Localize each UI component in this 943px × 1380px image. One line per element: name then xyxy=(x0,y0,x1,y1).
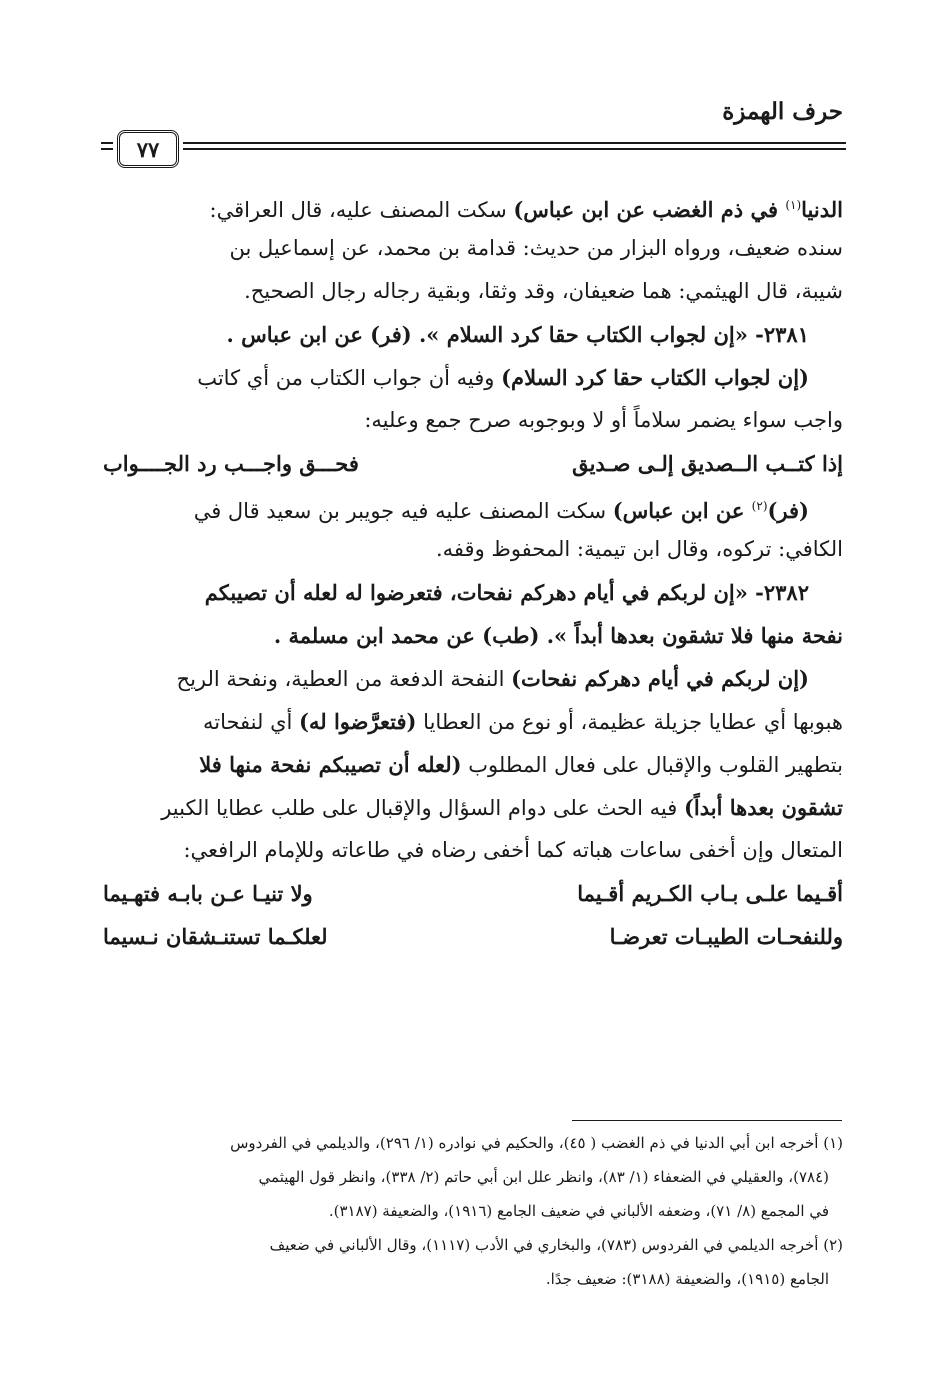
quote-title: الدنيا$^{(١)}$ في ذم الغضب عن ابن عباس) xyxy=(513,197,843,222)
rule-tick xyxy=(101,148,113,150)
hemistich-first: وللنفحـات الطيبـات تعرضـا xyxy=(609,924,843,949)
quote-title: (إن لجواب الكتاب حقا كرد السلام) xyxy=(501,365,809,390)
quote-title: (فتعرَّضوا له) xyxy=(299,709,417,734)
footnote-line: (١) أخرجه ابن أبي الدنيا في ذم الغضب ( ٤٥)، والحكيم في نوادره (١/ ٢٩٦)، والديلمي في الفردوس xyxy=(230,1134,843,1152)
hadith-entry: ٢٣٨١- «إن لجواب الكتاب حقا كرد السلام ». (فر) عن ابن عباس . xyxy=(226,322,809,347)
text-line: (إن لجواب الكتاب حقا كرد السلام) وفيه أن جواب الكتاب من أي كاتب xyxy=(197,365,809,390)
quote-title: (فر)$^{(٢)}$ عن ابن عباس) xyxy=(612,498,809,523)
poem-verse xyxy=(103,442,843,485)
quote-title: (لعله أن تصيبكم نفحة منها فلا xyxy=(199,752,462,777)
quote-title: (إن لربكم في أيام دهركم نفحات) xyxy=(511,666,809,691)
footnote-line: (٧٨٤)، والعقيلي في الضعفاء (١/ ٨٣)، وانظر علل ابن أبي حاتم (٢/ ٣٣٨)، وانظر قول الهيثمي xyxy=(258,1168,829,1186)
text-line: الدنيا$^{(١)}$ في ذم الغضب عن ابن عباس) سكت المصنف عليه، قال العراقي: xyxy=(209,197,843,222)
footnote-separator xyxy=(572,1120,842,1121)
text-line: (إن لربكم في أيام دهركم نفحات) النفحة الدفعة من العطية، ونفحة الريح xyxy=(176,666,809,691)
quote-title: تشقون بعدها أبداً) xyxy=(683,795,843,820)
rule-line xyxy=(183,148,846,150)
footnote-line: (٢) أخرجه الديلمي في الفردوس (٧٨٣)، والبخاري في الأدب (١١١٧)، وقال الألباني في ضعيف xyxy=(269,1236,843,1254)
hadith-entry: نفحة منها فلا تشقون بعدها أبداً ». (طب) عن محمد ابن مسلمة . xyxy=(273,623,843,648)
hemistich-second: فحـــق واجـــب رد الجــــواب xyxy=(103,451,359,476)
header-rule xyxy=(95,128,846,174)
hemistich-first: أقـيما علـى بـاب الكـريم أقـيما xyxy=(577,881,843,906)
text-line: سنده ضعيف، ورواه البزار من حديث: قدامة بن محمد، عن إسماعيل بن xyxy=(229,236,843,260)
text-line: هبوبها أي عطايا جزيلة عظيمة، أو نوع من العطايا (فتعرَّضوا له) أي لنفحاته xyxy=(203,709,843,734)
rule-line xyxy=(183,142,846,144)
hemistich-second: ولا تنيـا عـن بابـه فتهـيما xyxy=(103,881,313,906)
hemistich-first: إذا كتــب الــصديق إلـى صـديق xyxy=(572,451,843,476)
main-text xyxy=(103,184,843,958)
rule-tick xyxy=(101,142,113,144)
text-line: شيبة، قال الهيثمي: هما ضعيفان، وقد وثقا، وبقية رجاله رجال الصحيح. xyxy=(244,279,843,303)
poem-verse xyxy=(103,915,843,958)
footnote-line: في المجمع (٨/ ٧١)، وضعفه الألباني في ضعيف الجامع (١٩١٦)، والضعيفة (٣١٨٧). xyxy=(328,1202,829,1220)
page-number: ٧٧ xyxy=(117,130,179,168)
footnote-ref: (١) xyxy=(785,198,802,212)
text-line: (فر)$^{(٢)}$ عن ابن عباس) سكت المصنف عليه فيه جويبر بن سعيد قال في xyxy=(193,498,809,523)
text-line: تشقون بعدها أبداً) فيه الحث على دوام السؤال والإقبال على طلب عطايا الكبير xyxy=(161,795,843,820)
chapter-title: حرف الهمزة xyxy=(722,98,843,125)
footnotes xyxy=(103,1126,843,1296)
hadith-entry: ٢٣٨٢- «إن لربكم في أيام دهركم نفحات، فتعرضوا له لعله أن تصيبكم xyxy=(204,580,809,605)
poem-verse xyxy=(103,872,843,915)
hemistich-second: لعلكـما تستنـشقان نـسيما xyxy=(103,924,328,949)
text-line: واجب سواء يضمر سلاماً أو لا وبوجوبه صرح جمع وعليه: xyxy=(364,408,843,432)
footnote-line: الجامع (١٩١٥)، والضعيفة (٣١٨٨): ضعيف جدًا. xyxy=(545,1270,829,1288)
text-line: المتعال وإن أخفى ساعات هباته كما أخفى رضاه في طاعاته وللإمام الرافعي: xyxy=(183,838,843,862)
text-line: بتطهير القلوب والإقبال على فعال المطلوب (لعله أن تصيبكم نفحة منها فلا xyxy=(199,752,843,777)
footnote-ref: (٢) xyxy=(751,499,768,513)
text-line: الكافي: تركوه، وقال ابن تيمية: المحفوظ وقفه. xyxy=(435,537,843,561)
